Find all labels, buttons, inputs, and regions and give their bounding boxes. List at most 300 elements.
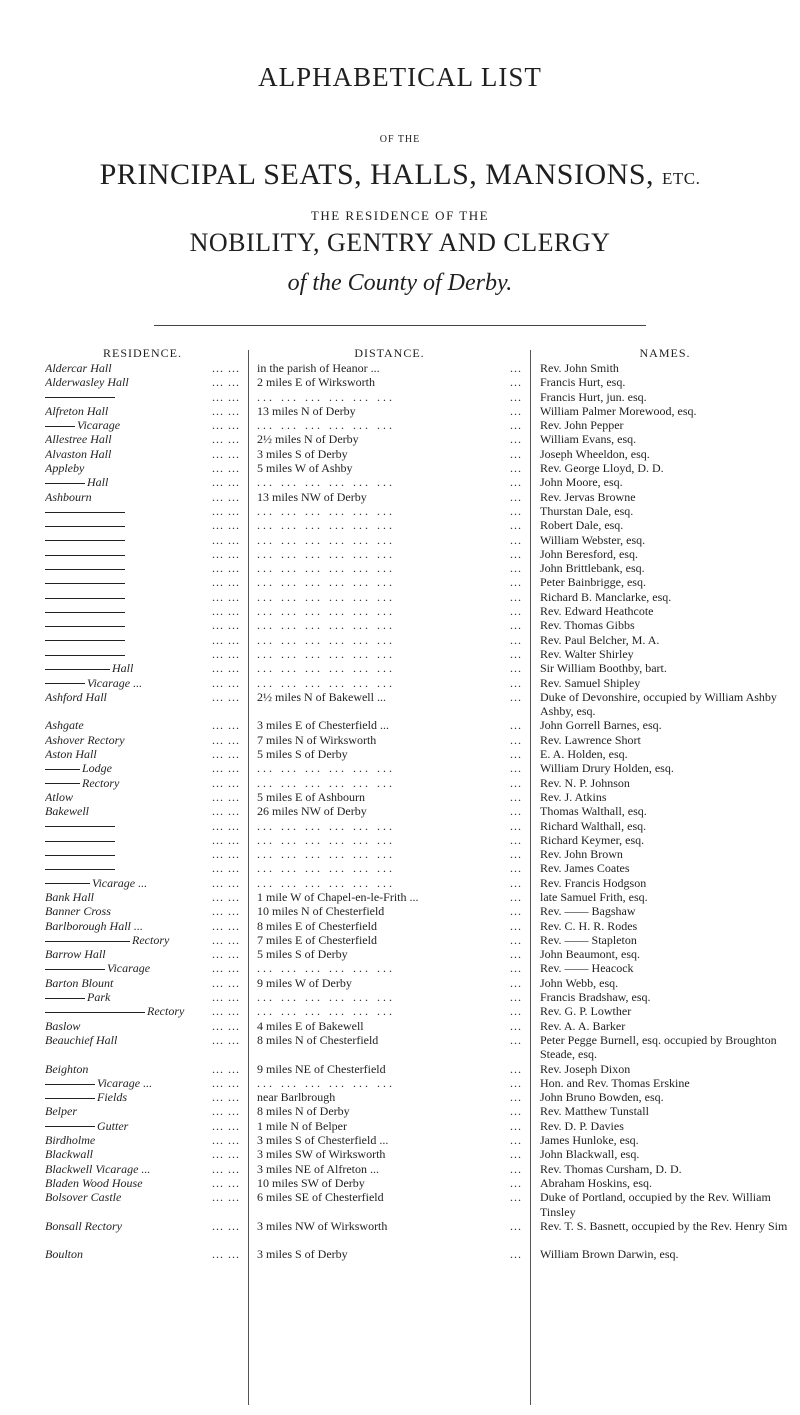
table-row <box>0 1162 800 1176</box>
ditto-leader <box>45 526 125 527</box>
dot-leader: ... <box>507 1190 522 1204</box>
residence-text: Bakewell <box>45 804 89 819</box>
name-cell: Rev. Paul Belcher, M. A. <box>540 632 660 647</box>
distance-cell <box>257 375 522 389</box>
dot-leader: ... <box>507 1119 522 1133</box>
title-residence-of-the: THE RESIDENCE OF THE <box>310 208 490 223</box>
residence-text: Blackwell Vicarage ... <box>45 1161 151 1176</box>
residence-text: Aston Hall <box>45 747 97 762</box>
table-row <box>0 976 800 990</box>
distance-cell <box>257 833 522 847</box>
residence-text: Vicarage ... <box>87 675 143 690</box>
residence-cell <box>45 432 240 446</box>
dot-leader: ... <box>507 1247 522 1261</box>
distance-text: 10 miles N of Chesterfield <box>257 904 385 919</box>
dot-leader: ... <box>507 461 522 475</box>
name-cell: William Drury Holden, esq. <box>540 761 674 776</box>
residence-text: Alvaston Hall <box>45 446 112 461</box>
table-row <box>0 961 800 975</box>
distance-text: 5 miles S of Derby <box>257 747 348 762</box>
residence-cell <box>45 990 240 1004</box>
residence-cell <box>45 833 240 847</box>
distance-text: ... ... ... ... ... ... <box>257 832 395 847</box>
table-row <box>0 718 800 732</box>
distance-cell <box>257 1019 522 1033</box>
dot-leader: ... <box>507 1147 522 1161</box>
distance-text: ... ... ... ... ... ... <box>257 389 395 404</box>
name-cell: Rev. John Pepper <box>540 418 624 433</box>
distance-cell <box>257 1247 522 1261</box>
ditto-leader <box>45 826 115 827</box>
dot-leader: ... <box>507 676 522 690</box>
residence-text: Alfreton Hall <box>45 403 109 418</box>
residence-cell <box>45 790 240 804</box>
dot-leader: ... ... <box>209 919 240 933</box>
ditto-leader <box>45 1126 95 1127</box>
distance-cell <box>257 1033 522 1047</box>
table-row <box>0 575 800 589</box>
residence-text: Rectory <box>82 775 120 790</box>
residence-text: Atlow <box>45 789 74 804</box>
residence-text: Beauchief Hall <box>45 1032 118 1047</box>
residence-cell <box>45 361 240 375</box>
name-cell: James Hunloke, esq. <box>540 1133 639 1148</box>
dot-leader: ... <box>507 933 522 947</box>
distance-cell <box>257 876 522 890</box>
dot-leader: ... <box>507 618 522 632</box>
table-row <box>0 561 800 575</box>
dot-leader: ... ... <box>209 718 240 732</box>
table-row <box>0 518 800 532</box>
dot-leader: ... ... <box>209 1019 240 1033</box>
distance-text: ... ... ... ... ... ... <box>257 532 395 547</box>
dot-leader: ... ... <box>209 418 240 432</box>
name-cell: Rev. Jervas Browne <box>540 489 636 504</box>
dot-leader: ... ... <box>209 1062 240 1076</box>
distance-text: 7 miles E of Chesterfield <box>257 932 377 947</box>
dot-leader: ... ... <box>209 547 240 561</box>
distance-cell <box>257 819 522 833</box>
distance-text: ... ... ... ... ... ... <box>257 1004 395 1019</box>
distance-cell <box>257 1133 522 1147</box>
dot-leader: ... ... <box>209 647 240 661</box>
dot-leader: ... ... <box>209 1162 240 1176</box>
distance-cell <box>257 590 522 604</box>
ditto-leader <box>45 512 125 513</box>
residence-text: Ashford Hall <box>45 689 107 704</box>
dot-leader: ... ... <box>209 861 240 875</box>
ditto-leader <box>45 1012 145 1013</box>
name-cell: Rev. —— Stapleton <box>540 932 637 947</box>
residence-cell <box>45 919 240 933</box>
title-divider <box>154 325 646 326</box>
dot-leader: ... ... <box>209 404 240 418</box>
residence-cell <box>45 676 240 690</box>
name-cell: William Palmer Morewood, esq. <box>540 403 697 418</box>
dot-leader: ... ... <box>209 947 240 961</box>
table-row <box>0 1119 800 1133</box>
dot-leader: ... ... <box>209 690 240 704</box>
distance-cell <box>257 647 522 661</box>
ditto-leader <box>45 669 110 670</box>
name-cell: Duke of Portland, occupied by the Rev. William Tinsley <box>540 1190 771 1219</box>
residence-text: Ashgate <box>45 718 84 733</box>
residence-text: Vicarage <box>77 418 121 433</box>
dot-leader: ... ... <box>209 1104 240 1118</box>
distance-text: ... ... ... ... ... ... <box>257 861 395 876</box>
distance-text: ... ... ... ... ... ... <box>257 818 395 833</box>
dot-leader: ... <box>507 833 522 847</box>
residence-cell <box>45 633 240 647</box>
dot-leader: ... <box>507 518 522 532</box>
dot-leader: ... ... <box>209 1147 240 1161</box>
dot-leader: ... ... <box>209 1133 240 1147</box>
dot-leader: ... ... <box>209 733 240 747</box>
dot-leader: ... <box>507 690 522 704</box>
table-row <box>0 1019 800 1033</box>
table-row <box>0 1176 800 1190</box>
ditto-leader <box>45 769 80 770</box>
dot-leader: ... ... <box>209 1076 240 1090</box>
residence-text: Bladen Wood House <box>45 1175 143 1190</box>
table-row <box>0 533 800 547</box>
dot-leader: ... <box>507 475 522 489</box>
distance-text: near Barlbrough <box>257 1090 336 1105</box>
distance-cell <box>257 961 522 975</box>
distance-cell <box>257 904 522 918</box>
distance-cell <box>257 947 522 961</box>
name-cell: Thurstan Dale, esq. <box>540 503 634 518</box>
residence-cell <box>45 847 240 861</box>
distance-cell <box>257 618 522 632</box>
distance-cell <box>257 633 522 647</box>
distance-text: ... ... ... ... ... ... <box>257 418 395 433</box>
dot-leader: ... <box>507 490 522 504</box>
name-cell: Rev. G. P. Lowther <box>540 1004 632 1019</box>
dot-leader: ... ... <box>209 1176 240 1190</box>
residence-cell <box>45 661 240 675</box>
residence-cell <box>45 804 240 818</box>
dot-leader: ... ... <box>209 847 240 861</box>
name-cell: Rev. A. A. Barker <box>540 1018 626 1033</box>
residence-cell <box>45 504 240 518</box>
dot-leader: ... <box>507 890 522 904</box>
distance-cell <box>257 976 522 990</box>
residence-cell <box>45 776 240 790</box>
table-row <box>0 790 800 804</box>
residence-cell <box>45 1247 240 1261</box>
table-row <box>0 690 800 719</box>
name-cell: John Beresford, esq. <box>540 546 638 561</box>
distance-cell <box>257 404 522 418</box>
distance-cell <box>257 1190 522 1204</box>
distance-cell <box>257 1219 522 1233</box>
table-row <box>0 1033 800 1062</box>
distance-text: 3 miles SW of Wirksworth <box>257 1147 386 1162</box>
table-row <box>0 776 800 790</box>
distance-text: 9 miles NE of Chesterfield <box>257 1061 386 1076</box>
table-row <box>0 432 800 446</box>
name-cell: Richard Keymer, esq. <box>540 832 645 847</box>
distance-text: ... ... ... ... ... ... <box>257 546 395 561</box>
ditto-leader <box>45 612 125 613</box>
name-cell: John Gorrell Barnes, esq. <box>540 718 662 733</box>
residence-cell <box>45 961 240 975</box>
residence-cell <box>45 1176 240 1190</box>
dot-leader: ... ... <box>209 518 240 532</box>
table-row <box>0 490 800 504</box>
residence-cell <box>45 718 240 732</box>
dot-leader: ... <box>507 404 522 418</box>
residence-cell <box>45 561 240 575</box>
table-row <box>0 475 800 489</box>
dot-leader: ... ... <box>209 1247 240 1261</box>
residence-text: Boulton <box>45 1247 83 1262</box>
distance-cell <box>257 1162 522 1176</box>
residence-cell <box>45 1033 240 1047</box>
column-header-distance: DISTANCE. <box>354 346 425 360</box>
dot-leader: ... <box>507 747 522 761</box>
distance-text: ... ... ... ... ... ... <box>257 990 395 1005</box>
residence-cell <box>45 1147 240 1161</box>
table-row <box>0 647 800 661</box>
name-cell: Rev. C. H. R. Rodes <box>540 918 638 933</box>
dot-leader: ... <box>507 961 522 975</box>
dot-leader: ... <box>507 976 522 990</box>
residence-cell <box>45 490 240 504</box>
ditto-leader <box>45 569 125 570</box>
name-cell: Rev. Lawrence Short <box>540 732 641 747</box>
residence-cell <box>45 819 240 833</box>
table-row <box>0 375 800 389</box>
table-row <box>0 1133 800 1147</box>
table-row <box>0 1190 800 1219</box>
residence-cell <box>45 1090 240 1104</box>
dot-leader: ... ... <box>209 804 240 818</box>
distance-text: 1 mile N of Belper <box>257 1118 347 1133</box>
residence-text: Hall <box>87 475 109 490</box>
dot-leader: ... <box>507 1104 522 1118</box>
dot-leader: ... ... <box>209 590 240 604</box>
distance-text: 13 miles N of Derby <box>257 403 356 418</box>
residence-text: Barrow Hall <box>45 947 106 962</box>
dot-leader: ... <box>507 418 522 432</box>
name-cell: John Blackwall, esq. <box>540 1147 640 1162</box>
dot-leader: ... ... <box>209 490 240 504</box>
name-cell: Rev. Francis Hodgson <box>540 875 647 890</box>
table-row <box>0 733 800 747</box>
distance-cell <box>257 1062 522 1076</box>
dot-leader: ... <box>507 633 522 647</box>
distance-text: 10 miles SW of Derby <box>257 1175 365 1190</box>
name-cell: Rev. Matthew Tunstall <box>540 1104 649 1119</box>
distance-text: 5 miles S of Derby <box>257 947 348 962</box>
residence-cell <box>45 1119 240 1133</box>
ditto-leader <box>45 841 115 842</box>
dot-leader: ... ... <box>209 1004 240 1018</box>
distance-text: ... ... ... ... ... ... <box>257 575 395 590</box>
name-cell: William Evans, esq. <box>540 432 637 447</box>
distance-text: ... ... ... ... ... ... <box>257 561 395 576</box>
dot-leader: ... <box>507 761 522 775</box>
distance-cell <box>257 761 522 775</box>
dot-leader: ... ... <box>209 1219 240 1233</box>
distance-text: ... ... ... ... ... ... <box>257 604 395 619</box>
name-cell: Joseph Wheeldon, esq. <box>540 446 650 461</box>
residence-cell <box>45 933 240 947</box>
table-row <box>0 661 800 675</box>
distance-cell <box>257 776 522 790</box>
dot-leader: ... ... <box>209 633 240 647</box>
table-row <box>0 1147 800 1161</box>
residence-cell <box>45 375 240 389</box>
residence-cell <box>45 418 240 432</box>
name-cell: Sir William Boothby, bart. <box>540 661 667 676</box>
ditto-leader <box>45 1098 95 1099</box>
ditto-leader <box>45 598 125 599</box>
ditto-leader <box>45 583 125 584</box>
table-row <box>0 761 800 775</box>
distance-cell <box>257 661 522 675</box>
dot-leader: ... ... <box>209 904 240 918</box>
residence-text: Appleby <box>45 461 85 476</box>
dot-leader: ... ... <box>209 475 240 489</box>
residence-text: Vicarage <box>107 961 151 976</box>
residence-cell <box>45 861 240 875</box>
distance-cell <box>257 490 522 504</box>
distance-text: 4 miles E of Bakewell <box>257 1018 364 1033</box>
name-cell: Rev. —— Heacock <box>540 961 634 976</box>
distance-cell <box>257 990 522 1004</box>
distance-text: ... ... ... ... ... ... <box>257 618 395 633</box>
distance-text: 2 miles E of Wirksworth <box>257 375 375 390</box>
dot-leader: ... ... <box>209 461 240 475</box>
table-row <box>0 590 800 604</box>
dot-leader: ... <box>507 1176 522 1190</box>
dot-leader: ... <box>507 1076 522 1090</box>
distance-cell <box>257 733 522 747</box>
dot-leader: ... <box>507 1019 522 1033</box>
distance-text: ... ... ... ... ... ... <box>257 961 395 976</box>
distance-cell <box>257 432 522 446</box>
residence-cell <box>45 1076 240 1090</box>
residence-text: Fields <box>97 1090 127 1105</box>
table-row <box>0 919 800 933</box>
table-row <box>0 1062 800 1076</box>
distance-cell <box>257 1004 522 1018</box>
residence-cell <box>45 533 240 547</box>
dot-leader: ... ... <box>209 447 240 461</box>
name-cell: Francis Hurt, esq. <box>540 375 626 390</box>
dot-leader: ... ... <box>209 504 240 518</box>
distance-text: 6 miles SE of Chesterfield <box>257 1190 384 1205</box>
table-row <box>0 676 800 690</box>
residence-text: Gutter <box>97 1118 129 1133</box>
dot-leader: ... ... <box>209 990 240 1004</box>
residence-cell <box>45 1190 240 1204</box>
ditto-leader <box>45 969 105 970</box>
distance-cell <box>257 804 522 818</box>
table-row <box>0 747 800 761</box>
distance-cell <box>257 575 522 589</box>
distance-cell <box>257 1076 522 1090</box>
ditto-leader <box>45 883 90 884</box>
name-cell: William Brown Darwin, esq. <box>540 1247 679 1262</box>
residence-text: Banner Cross <box>45 904 111 919</box>
distance-text: 5 miles E of Ashbourn <box>257 789 365 804</box>
dot-leader: ... ... <box>209 1090 240 1104</box>
dot-leader: ... ... <box>209 432 240 446</box>
residence-text: Park <box>87 990 111 1005</box>
distance-cell <box>257 518 522 532</box>
dot-leader: ... <box>507 547 522 561</box>
dot-leader: ... ... <box>209 976 240 990</box>
residence-text: Vicarage ... <box>92 875 148 890</box>
residence-text: Ashbourn <box>45 489 92 504</box>
distance-text: ... ... ... ... ... ... <box>257 761 395 776</box>
name-cell: Francis Bradshaw, esq. <box>540 990 651 1005</box>
dot-leader: ... <box>507 1090 522 1104</box>
residence-cell <box>45 604 240 618</box>
distance-cell <box>257 790 522 804</box>
name-cell: Rev. George Lloyd, D. D. <box>540 461 664 476</box>
table-row <box>0 418 800 432</box>
dot-leader: ... <box>507 375 522 389</box>
distance-text: 8 miles E of Chesterfield <box>257 918 377 933</box>
residence-text: Rectory <box>132 932 170 947</box>
distance-text: ... ... ... ... ... ... <box>257 847 395 862</box>
name-cell: Rev. N. P. Johnson <box>540 775 630 790</box>
residence-cell <box>45 1133 240 1147</box>
dot-leader: ... ... <box>209 618 240 632</box>
dot-leader: ... <box>507 847 522 861</box>
distance-cell <box>257 1090 522 1104</box>
name-cell: Duke of Devonshire, occupied by William Ashby Ashby, esq. <box>540 689 777 719</box>
table-row <box>0 904 800 918</box>
directory-table <box>0 361 800 1262</box>
dot-leader: ... ... <box>209 1190 240 1204</box>
residence-cell <box>45 618 240 632</box>
distance-cell <box>257 533 522 547</box>
residence-cell <box>45 733 240 747</box>
name-cell: Rev. D. P. Davies <box>540 1118 624 1133</box>
distance-cell <box>257 919 522 933</box>
distance-text: 8 miles N of Derby <box>257 1104 350 1119</box>
residence-cell <box>45 647 240 661</box>
residence-text: Beighton <box>45 1061 89 1076</box>
distance-cell <box>257 604 522 618</box>
ditto-leader <box>45 1084 95 1085</box>
distance-text: 7 miles N of Wirksworth <box>257 732 377 747</box>
ditto-leader <box>45 426 75 427</box>
dot-leader: ... ... <box>209 361 240 375</box>
name-cell: Rev. T. S. Basnett, occupied by the Rev. Henry Sim <box>540 1218 788 1233</box>
title-alphabetical-list: ALPHABETICAL LIST <box>258 62 542 92</box>
name-cell: Peter Bainbrigge, esq. <box>540 575 646 590</box>
distance-text: 9 miles W of Derby <box>257 975 352 990</box>
distance-cell <box>257 718 522 732</box>
residence-cell <box>45 475 240 489</box>
table-row <box>0 804 800 818</box>
ditto-leader <box>45 540 125 541</box>
distance-cell <box>257 690 522 704</box>
distance-text: 13 miles NW of Derby <box>257 489 367 504</box>
residence-cell <box>45 747 240 761</box>
name-cell: Hon. and Rev. Thomas Erskine <box>540 1075 690 1090</box>
table-row <box>0 861 800 875</box>
dot-leader: ... <box>507 718 522 732</box>
dot-leader: ... ... <box>209 747 240 761</box>
